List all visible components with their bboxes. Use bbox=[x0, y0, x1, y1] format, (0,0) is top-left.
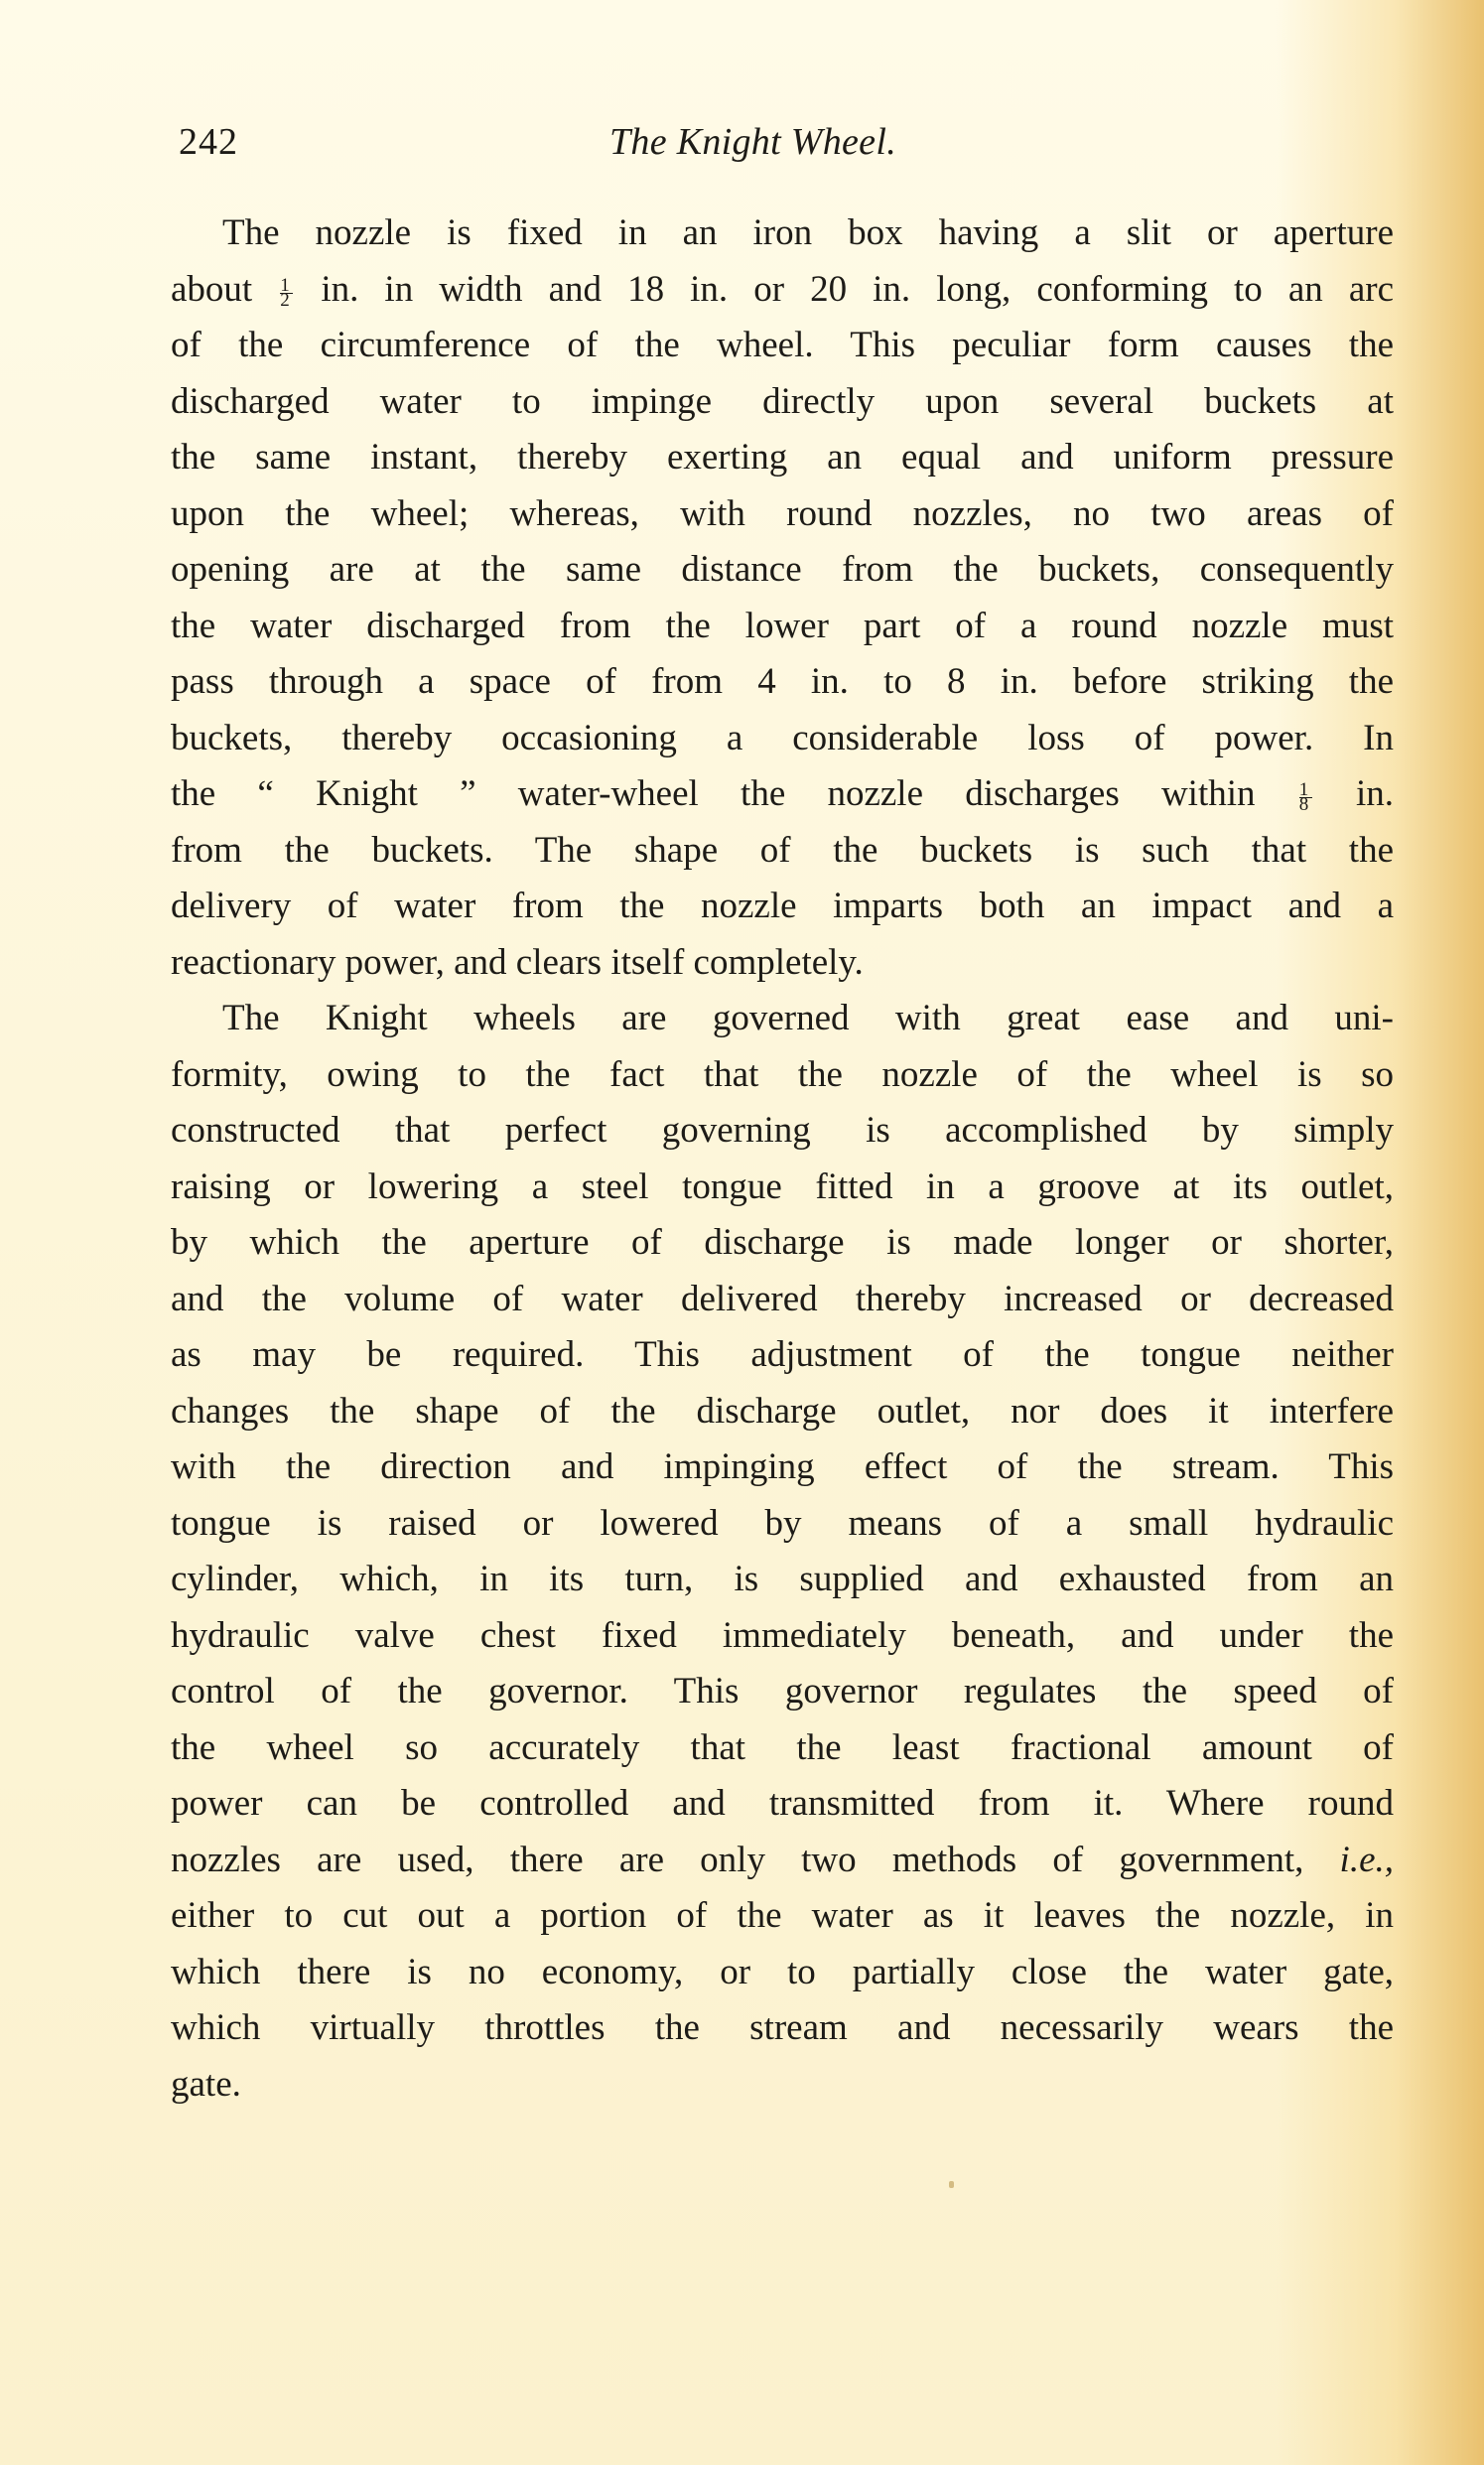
paragraph-1-line-2-start: about bbox=[171, 268, 279, 310]
paragraph-1-line-8: the water discharged from the lower part of a round nozzle must bbox=[171, 605, 1394, 646]
paragraph-1-line-3: of the circumference of the wheel. This peculiar form causes the bbox=[171, 325, 1394, 365]
page-number: 242 bbox=[179, 121, 238, 163]
one-eighth-numerator: 1 bbox=[1299, 783, 1312, 798]
paragraph-1-line-2 bbox=[171, 262, 1394, 319]
paragraph-1-line-13: delivery of water from the nozzle imparts both an impact and a bbox=[171, 886, 1394, 926]
one-half-fraction bbox=[280, 274, 293, 311]
paragraph-2-line-10: tongue is raised or lowered by means of a small hydraulic bbox=[171, 1502, 1394, 1544]
paragraph-1-line-4: discharged water to impinge directly upon several buckets at bbox=[171, 380, 1394, 422]
paragraph-2-line-9: with the direction and impinging effect of the stream. This bbox=[171, 1446, 1394, 1487]
page-header bbox=[179, 117, 1375, 167]
paragraph-2-line-4: raising or lowering a steel tongue fitted in a groove at its outlet, bbox=[171, 1165, 1394, 1207]
one-eighth-denominator: 8 bbox=[1298, 794, 1309, 815]
paragraph-2-line-1: The Knight wheels are governed with great ease and uni- bbox=[222, 998, 1394, 1038]
running-title: The Knight Wheel. bbox=[609, 121, 897, 163]
paragraph-2-line-19: which virtually throttles the stream and necessarily wears the bbox=[171, 2007, 1394, 2048]
body-text bbox=[171, 205, 1394, 2113]
paragraph-1-line-11-end: in. bbox=[1313, 773, 1395, 814]
paragraph-2-line-6: and the volume of water delivered thereby increased or decreased bbox=[171, 1278, 1394, 1319]
paragraph-1-line-12: from the buckets. The shape of the buckets is such that the bbox=[171, 829, 1394, 871]
paragraph-2-line-18: which there is no economy, or to partially close the water gate, bbox=[171, 1951, 1394, 1992]
paragraph-2-line-14: the wheel so accurately that the least fractional amount of bbox=[171, 1726, 1394, 1768]
paragraph-1-line-5: the same instant, thereby exerting an equal and uniform pressure bbox=[171, 437, 1394, 478]
paragraph-1-line-9: pass through a space of from 4 in. to 8 in. before striking the bbox=[171, 661, 1394, 702]
paragraph-2-line-5: by which the aperture of discharge is made longer or shorter, bbox=[171, 1222, 1394, 1263]
paragraph-1-line-10: buckets, thereby occasioning a considerable loss of power. In bbox=[171, 717, 1394, 758]
paragraph-1-line-14: reactionary power, and clears itself completely. bbox=[171, 941, 864, 983]
one-eighth-fraction bbox=[1298, 779, 1312, 815]
paragraph-2-line-11: cylinder, which, in its turn, is supplied and exhausted from an bbox=[171, 1559, 1394, 1599]
paragraph-2-line-20: gate. bbox=[171, 2063, 241, 2105]
paragraph-2-line-16-start: nozzles are used, there are only two methods of government, bbox=[171, 1839, 1340, 1880]
paragraph-2-line-3: constructed that perfect governing is accomplished by simply bbox=[171, 1110, 1394, 1151]
paragraph-2-line-15: power can be controlled and transmitted from it. Where round bbox=[171, 1783, 1394, 1824]
paragraph-2-line-7: as may be required. This adjustment of the tongue neither bbox=[171, 1334, 1394, 1375]
paragraph-2-line-12: hydraulic valve chest fixed immediately beneath, and under the bbox=[171, 1614, 1394, 1656]
paragraph-1-line-1: The nozzle is fixed in an iron box having a slit or aperture bbox=[222, 212, 1394, 253]
paragraph-1-line-2-end: in. in width and 18 in. or 20 in. long, conforming to an arc bbox=[295, 268, 1394, 310]
paragraph-2-line-2: formity, owing to the fact that the nozzle of the wheel is so bbox=[171, 1053, 1394, 1095]
one-half-denominator: 2 bbox=[280, 289, 290, 311]
paragraph-1-line-7: opening are at the same distance from the buckets, consequently bbox=[171, 549, 1394, 590]
paragraph-2-line-17: either to cut out a portion of the water as it leaves the nozzle, in bbox=[171, 1895, 1394, 1936]
paragraph-2-line-13: control of the governor. This governor regulates the speed of bbox=[171, 1671, 1394, 1712]
one-half-numerator: 1 bbox=[280, 279, 293, 294]
paragraph-1-line-11 bbox=[171, 766, 1394, 823]
paragraph-1-line-11-start: the “ Knight ” water-wheel the nozzle discharges within bbox=[171, 773, 1297, 814]
paragraph-1-line-6: upon the wheel; whereas, with round nozzles, no two areas of bbox=[171, 492, 1394, 534]
paragraph-2-line-16 bbox=[171, 1833, 1394, 1889]
paragraph-2-ie-abbreviation: i.e., bbox=[1339, 1839, 1394, 1880]
paragraph-2-line-8: changes the shape of the discharge outlet, nor does it interfere bbox=[171, 1390, 1394, 1432]
paper-speck bbox=[949, 2181, 954, 2188]
